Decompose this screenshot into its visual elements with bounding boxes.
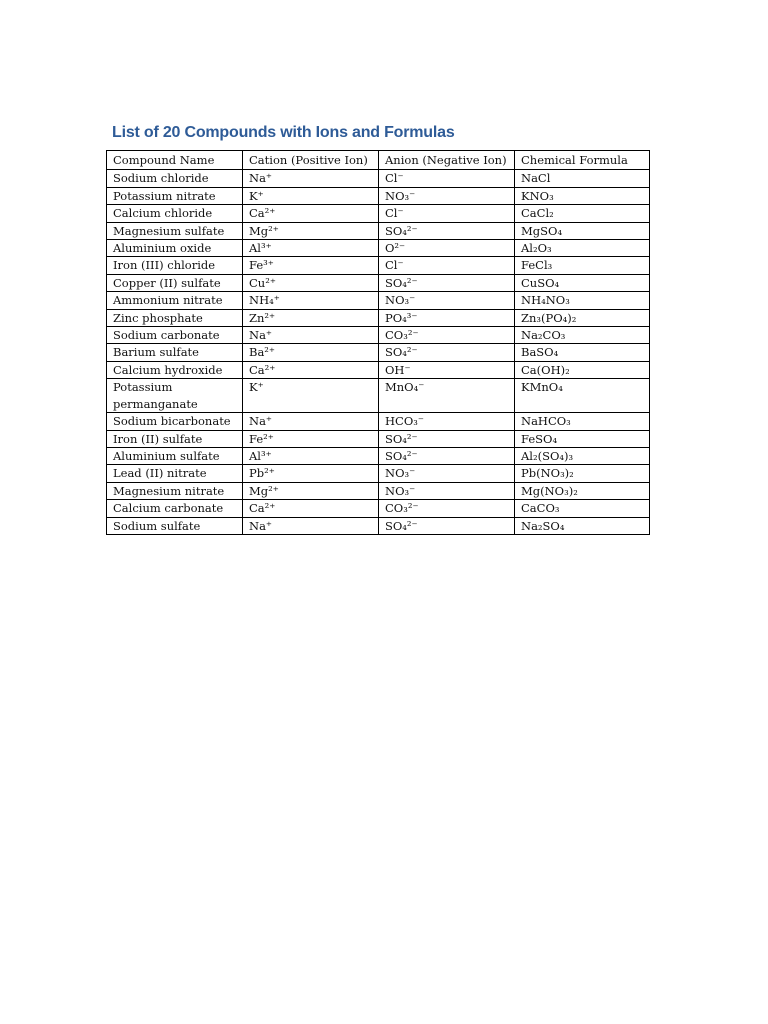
table-row — [107, 309, 650, 326]
compounds-table — [106, 150, 650, 535]
table-row — [107, 447, 650, 464]
anion-cell: MnO₄⁻ — [379, 379, 515, 413]
table-row — [107, 500, 650, 517]
chemical-formula-cell: CaCO₃ — [515, 500, 650, 517]
cation-cell: Cu²⁺ — [243, 274, 379, 291]
compound-name-cell: Zinc phosphate — [107, 309, 243, 326]
cation-cell: Pb²⁺ — [243, 465, 379, 482]
table-header-row — [107, 151, 650, 170]
anion-cell: SO₄²⁻ — [379, 430, 515, 447]
header-chemical-formula: Chemical Formula — [515, 151, 650, 170]
header-anion: Anion (Negative Ion) — [379, 151, 515, 170]
chemical-formula-cell: KMnO₄ — [515, 379, 650, 413]
compound-name-cell: Iron (II) sulfate — [107, 430, 243, 447]
anion-cell: O²⁻ — [379, 240, 515, 257]
table-row — [107, 222, 650, 239]
anion-cell: SO₄²⁻ — [379, 517, 515, 534]
table-row — [107, 292, 650, 309]
chemical-formula-cell: CaCl₂ — [515, 205, 650, 222]
cation-cell: Ca²⁺ — [243, 205, 379, 222]
chemical-formula-cell: Al₂(SO₄)₃ — [515, 447, 650, 464]
chemical-formula-cell: CuSO₄ — [515, 274, 650, 291]
compound-name-cell: Barium sulfate — [107, 344, 243, 361]
anion-cell: NO₃⁻ — [379, 187, 515, 204]
chemical-formula-cell: Na₂SO₄ — [515, 517, 650, 534]
table-row — [107, 274, 650, 291]
compound-name-cell: Magnesium nitrate — [107, 482, 243, 499]
anion-cell: HCO₃⁻ — [379, 413, 515, 430]
table-row — [107, 170, 650, 187]
compound-name-cell: Lead (II) nitrate — [107, 465, 243, 482]
compound-name-cell: Aluminium sulfate — [107, 447, 243, 464]
header-compound-name: Compound Name — [107, 151, 243, 170]
chemical-formula-cell: Al₂O₃ — [515, 240, 650, 257]
anion-cell: Cl⁻ — [379, 257, 515, 274]
table-row — [107, 205, 650, 222]
chemical-formula-cell: Zn₃(PO₄)₂ — [515, 309, 650, 326]
cation-cell: Ca²⁺ — [243, 361, 379, 378]
cation-cell: Na⁺ — [243, 170, 379, 187]
compound-name-cell: Ammonium nitrate — [107, 292, 243, 309]
cation-cell: Mg²⁺ — [243, 482, 379, 499]
document-title: List of 20 Compounds with Ions and Formulas — [112, 124, 455, 141]
anion-cell: Cl⁻ — [379, 205, 515, 222]
table-row — [107, 517, 650, 534]
chemical-formula-cell: BaSO₄ — [515, 344, 650, 361]
anion-cell: OH⁻ — [379, 361, 515, 378]
header-cation: Cation (Positive Ion) — [243, 151, 379, 170]
compound-name-cell: Magnesium sulfate — [107, 222, 243, 239]
anion-cell: CO₃²⁻ — [379, 327, 515, 344]
cation-cell: Na⁺ — [243, 327, 379, 344]
compound-name-cell: Sodium sulfate — [107, 517, 243, 534]
chemical-formula-cell: FeCl₃ — [515, 257, 650, 274]
chemical-formula-cell: MgSO₄ — [515, 222, 650, 239]
anion-cell: PO₄³⁻ — [379, 309, 515, 326]
table-row — [107, 327, 650, 344]
anion-cell: Cl⁻ — [379, 170, 515, 187]
cation-cell: Ba²⁺ — [243, 344, 379, 361]
table-row — [107, 430, 650, 447]
compound-name-cell: Potassium permanganate — [107, 379, 243, 413]
cation-cell: Al³⁺ — [243, 447, 379, 464]
table-row — [107, 240, 650, 257]
anion-cell: NO₃⁻ — [379, 465, 515, 482]
chemical-formula-cell: Pb(NO₃)₂ — [515, 465, 650, 482]
chemical-formula-cell: NH₄NO₃ — [515, 292, 650, 309]
table-row — [107, 187, 650, 204]
compound-name-cell: Aluminium oxide — [107, 240, 243, 257]
table-body — [107, 170, 650, 535]
table-row — [107, 361, 650, 378]
cation-cell: Ca²⁺ — [243, 500, 379, 517]
compound-name-cell: Sodium chloride — [107, 170, 243, 187]
anion-cell: NO₃⁻ — [379, 482, 515, 499]
compound-name-cell: Copper (II) sulfate — [107, 274, 243, 291]
chemical-formula-cell: NaCl — [515, 170, 650, 187]
cation-cell: Fe³⁺ — [243, 257, 379, 274]
compound-name-cell: Sodium bicarbonate — [107, 413, 243, 430]
chemical-formula-cell: Mg(NO₃)₂ — [515, 482, 650, 499]
compound-name-cell: Iron (III) chloride — [107, 257, 243, 274]
compound-name-cell: Potassium nitrate — [107, 187, 243, 204]
table-row — [107, 344, 650, 361]
table-row — [107, 482, 650, 499]
anion-cell: CO₃²⁻ — [379, 500, 515, 517]
cation-cell: Na⁺ — [243, 517, 379, 534]
cation-cell: Al³⁺ — [243, 240, 379, 257]
anion-cell: SO₄²⁻ — [379, 344, 515, 361]
anion-cell: SO₄²⁻ — [379, 274, 515, 291]
anion-cell: SO₄²⁻ — [379, 447, 515, 464]
table-row — [107, 257, 650, 274]
cation-cell: K⁺ — [243, 379, 379, 413]
chemical-formula-cell: FeSO₄ — [515, 430, 650, 447]
compound-name-cell: Calcium chloride — [107, 205, 243, 222]
compound-name-cell: Sodium carbonate — [107, 327, 243, 344]
chemical-formula-cell: KNO₃ — [515, 187, 650, 204]
anion-cell: SO₄²⁻ — [379, 222, 515, 239]
table-row — [107, 413, 650, 430]
chemical-formula-cell: Ca(OH)₂ — [515, 361, 650, 378]
cation-cell: Fe²⁺ — [243, 430, 379, 447]
chemical-formula-cell: Na₂CO₃ — [515, 327, 650, 344]
table-row — [107, 465, 650, 482]
cation-cell: Na⁺ — [243, 413, 379, 430]
anion-cell: NO₃⁻ — [379, 292, 515, 309]
cation-cell: Mg²⁺ — [243, 222, 379, 239]
compound-name-cell: Calcium hydroxide — [107, 361, 243, 378]
cation-cell: Zn²⁺ — [243, 309, 379, 326]
compound-name-cell: Calcium carbonate — [107, 500, 243, 517]
cation-cell: NH₄⁺ — [243, 292, 379, 309]
cation-cell: K⁺ — [243, 187, 379, 204]
table-row — [107, 379, 650, 413]
chemical-formula-cell: NaHCO₃ — [515, 413, 650, 430]
